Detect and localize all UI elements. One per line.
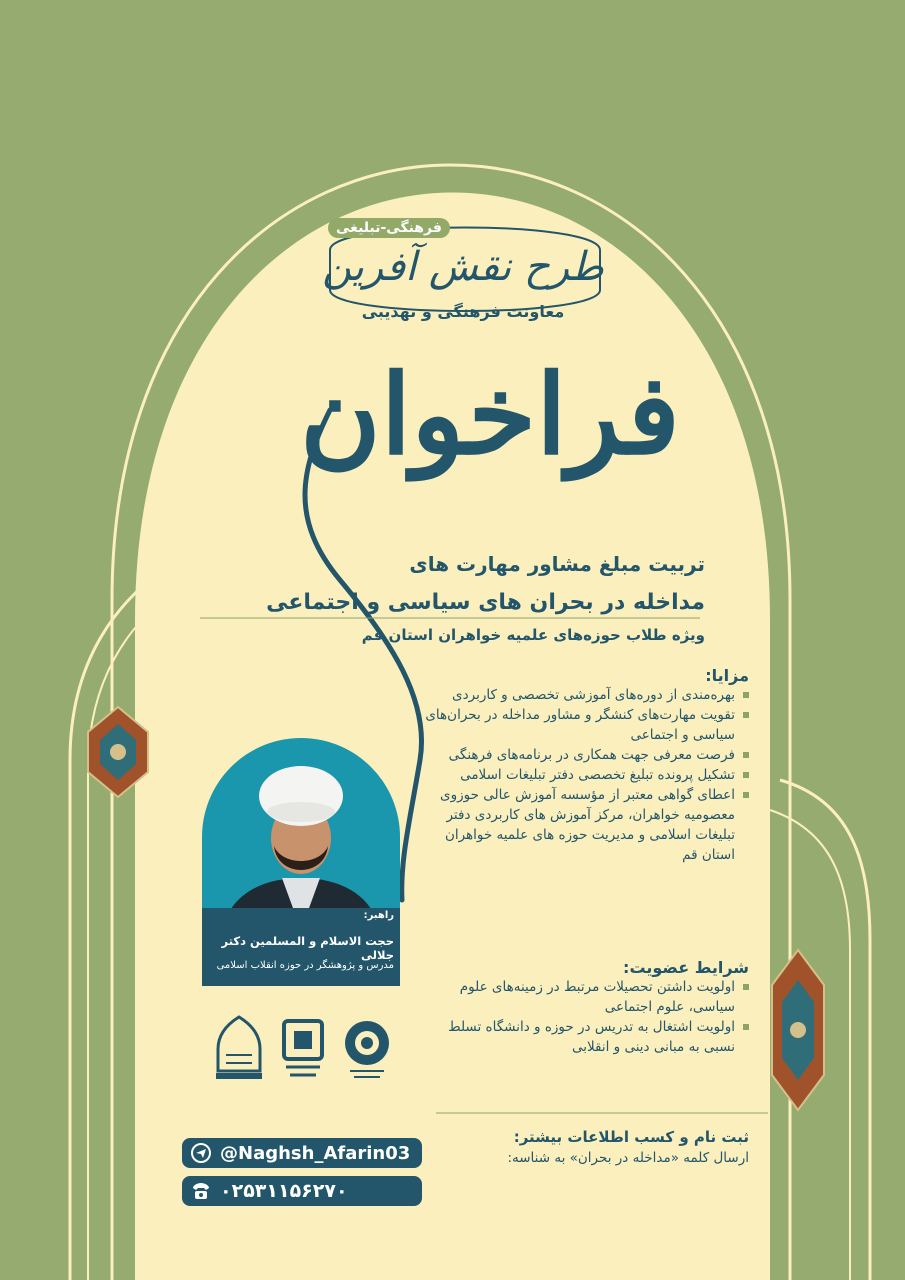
list-item: تقویت مهارت‌های کنشگر و مشاور مداخله در بحران‌های سیاسی و اجتماعی: [419, 705, 749, 745]
phone-pill[interactable]: [182, 1176, 422, 1206]
conditions-title: شرایط عضویت:: [623, 958, 749, 977]
benefits-list: [419, 685, 749, 865]
list-item: اولویت اشتغال به تدریس در حوزه و دانشگاه تسلط نسبی به مبانی دینی و انقلابی: [419, 1017, 749, 1057]
phone-icon: [190, 1180, 212, 1202]
emblem-logo-2: [276, 1015, 330, 1081]
headline-line3: ویژه طلاب حوزه‌های علمیه خواهران استان قم: [361, 626, 705, 644]
benefits-section: [419, 666, 749, 865]
phone-number: ۰۲۵۳۱۱۵۶۲۷۰: [220, 1180, 348, 1202]
guide-role: راهبر:: [363, 910, 394, 921]
list-item: بهره‌مندی از دوره‌های آموزشی تخصصی و کاربردی: [419, 685, 749, 705]
conditions-section: [419, 958, 749, 1057]
registration-section: [419, 1128, 749, 1166]
headline-line2: مداخله در بحران های سیاسی و اجتماعی: [266, 590, 705, 615]
list-item: اولویت داشتن تحصیلات مرتبط در زمینه‌های علوم سیاسی، علوم اجتماعی: [419, 977, 749, 1017]
list-item: تشکیل پرونده تبلیغ تخصصی دفتر تبلیغات اسلامی: [419, 765, 749, 785]
guide-photo: [202, 738, 400, 930]
guide-caption: [202, 908, 400, 986]
telegram-handle: @Naghsh_Afarin03: [220, 1142, 411, 1164]
registration-title: ثبت نام و کسب اطلاعات بیشتر:: [513, 1128, 749, 1146]
logo-tag: فرهنگی-تبلیغی: [328, 218, 450, 238]
conditions-list: [419, 977, 749, 1057]
ornament-right: [772, 950, 824, 1110]
telegram-handle-pill[interactable]: [182, 1138, 422, 1168]
logo-block: [318, 214, 608, 321]
list-item: اعطای گواهی معتبر از مؤسسه آموزش عالی حوزوی معصومیه خواهران، مرکز آموزش های کاربردی دفتر تبلیغات اسلامی و مدیریت حوزه های علمیه خواهران استان قم: [419, 785, 749, 865]
headline-line1: تربیت مبلغ مشاور مهارت های: [409, 552, 705, 576]
emblem-logo-3: [340, 1015, 394, 1081]
logo-text: طرح نقش آفرین: [322, 244, 604, 290]
registration-text: ارسال کلمه «مداخله در بحران» به شناسه:: [507, 1150, 749, 1166]
guide-description: مدرس و پژوهشگر در حوزه انقلاب اسلامی: [216, 960, 394, 971]
list-item: فرصت معرفی جهت همکاری در برنامه‌های فرهنگی: [419, 745, 749, 765]
guide-name: حجت الاسلام و المسلمین دکتر جلالی: [221, 934, 394, 962]
emblem-logo-1: [212, 1015, 266, 1081]
telegram-icon: [190, 1142, 212, 1164]
main-title: فراخوان: [300, 350, 681, 479]
logo-subtitle: معاونت فرهنگی و تهذیبی: [361, 302, 565, 321]
benefits-title: مزایا:: [705, 666, 749, 685]
